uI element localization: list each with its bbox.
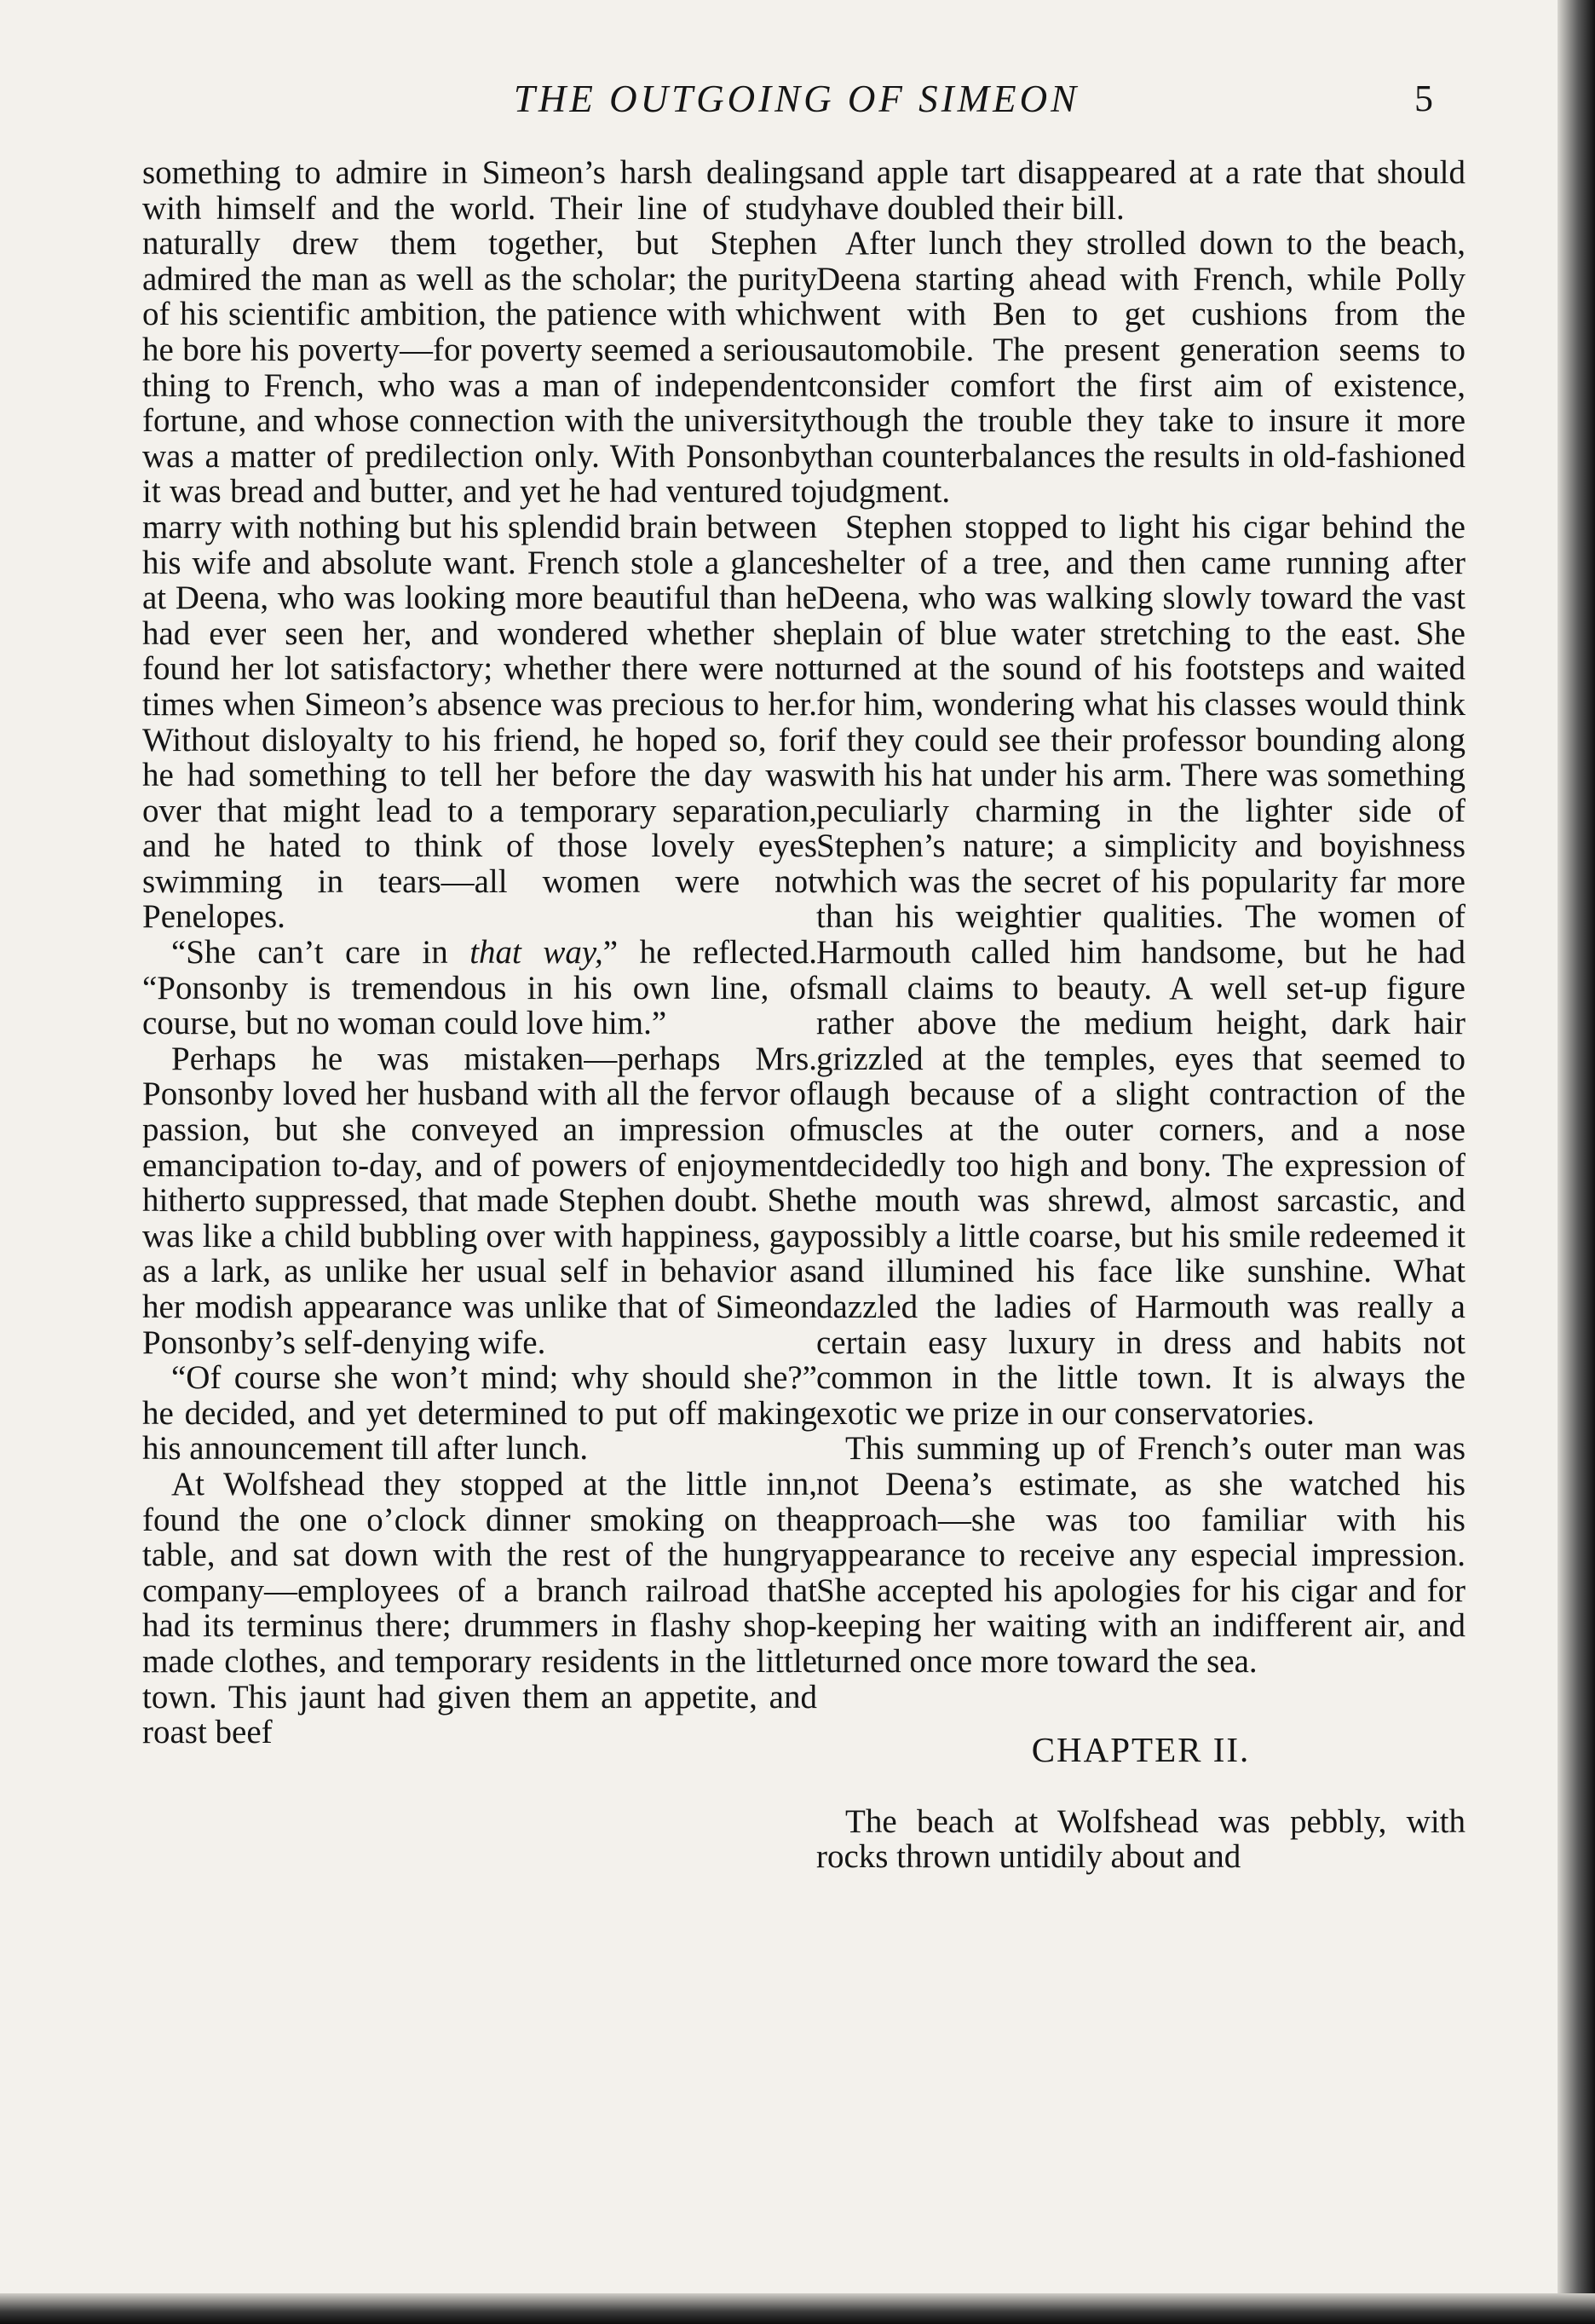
paragraph: and apple tart disappeared at a rate that should have doubled their bill. (816, 154, 1465, 227)
running-title: THE OUTGOING OF SIMEON (513, 78, 1080, 120)
paragraph: This summing up of French’s outer man was not Deena’s estimate, as she watched his approach—she was too familiar with his appearance to receive any especial impression. She accepted his apologies for his cigar and for keeping her waiting with an indifferent air, and turned once more toward the sea. (816, 1430, 1465, 1680)
chapter-heading: CHAPTER II. (1031, 1729, 1251, 1769)
quote-open: “She can’t care in (171, 934, 470, 972)
paragraph: After lunch they strolled down to the beach, Deena starting ahead with French, while Polly went with Ben to get cushions from the automobile. The present generation seems to consider comfort the first aim of existence, though the trouble they take to insure it more than counterbalances the results in old-fashioned judgment. (816, 225, 1465, 510)
bottom-edge-shadow (0, 2293, 1595, 2324)
quote-emphasis: that way, (469, 934, 603, 972)
paragraph: Perhaps he was mistaken—perhaps Mrs. Ponsonby loved her husband with all the fervor of passion, but she conveyed an impression of emancipation to-day, and of powers of enjoyment hitherto suppressed, that made Stephen doubt. She was like a child bubbling over with happiness, gay as a lark, as unlike her usual self in behavior as her modish appearance was unlike that of Simeon Ponsonby’s self-denying wife. (142, 1040, 817, 1361)
paragraph: something to admire in Simeon’s harsh dealings with himself and the world. Their line of study naturally drew them together, but Stephen admired the man as well as the scholar; the purity of his scientific ambition, the patience with which he bore his poverty—for poverty seemed a serious thing to French, who was a man of independent fortune, and whose connection with the university was a matter of predilection only. With Ponsonby it was bread and butter, and yet he had ventured to marry with nothing but his splendid brain between his wife and absolute want. French stole a glance at Deena, who was looking more beautiful than he had ever seen her, and wondered whether she found her lot satisfactory; whether there were not times when Simeon’s absence was precious to her. Without disloyalty to his friend, he hoped so, for he had something to tell her before the day was over that might lead to a temporary separation, and he hated to think of those lovely eyes swimming in tears—all women were not Penelopes. (142, 154, 817, 936)
page-edge-shadow (1558, 0, 1595, 2324)
right-column (816, 155, 1465, 1875)
paragraph: At Wolfshead they stopped at the little inn, found the one o’clock dinner smoking on the table, and sat down with the rest of the hungry company—employees of a branch railroad that had its terminus there; drummers in flashy shop-made clothes, and temporary residents in the little town. This jaunt had given them an appetite, and roast beef (142, 1465, 817, 1751)
paragraph: Stephen stopped to light his cigar behind the shelter of a tree, and then came running after Deena, who was walking slowly toward the vast plain of blue water stretching to the east. She turned at the sound of his footsteps and waited for him, wondering what his classes would think if they could see their professor bounding along with his hat under his arm. There was something peculiarly charming in the lighter side of Stephen’s nature; a simplicity and boyishness which was the secret of his popularity far more than his weightier qualities. The women of Harmouth called him handsome, but he had small claims to beauty. A well set-up figure rather above the medium height, dark hair grizzled at the temples, eyes that seemed to laugh because of a slight contraction of the muscles at the outer corners, and a nose decidedly too high and bony. The expression of the mouth was shrewd, almost sarcastic, and possibly a little coarse, but his smile redeemed it and illumined his face like sunshine. What dazzled the ladies of Harmouth was really a certain easy luxury in dress and habits not common in the little town. It is always the exotic we prize in our conservatories. (816, 508, 1465, 1432)
page-number: 5 (1414, 78, 1433, 119)
running-head (0, 73, 1595, 124)
quote-close: ” he reflected. “Ponsonby is tremendous in his own line, of course, but no woman could love him.” (142, 934, 817, 1042)
left-column (142, 155, 817, 1750)
paragraph: The beach at Wolfshead was pebbly, with rocks thrown untidily about and (816, 1802, 1465, 1876)
quote-paragraph (142, 935, 817, 1041)
paragraph: “Of course she won’t mind; why should she?” he decided, and yet determined to put off making his announcement till after lunch. (142, 1359, 817, 1468)
